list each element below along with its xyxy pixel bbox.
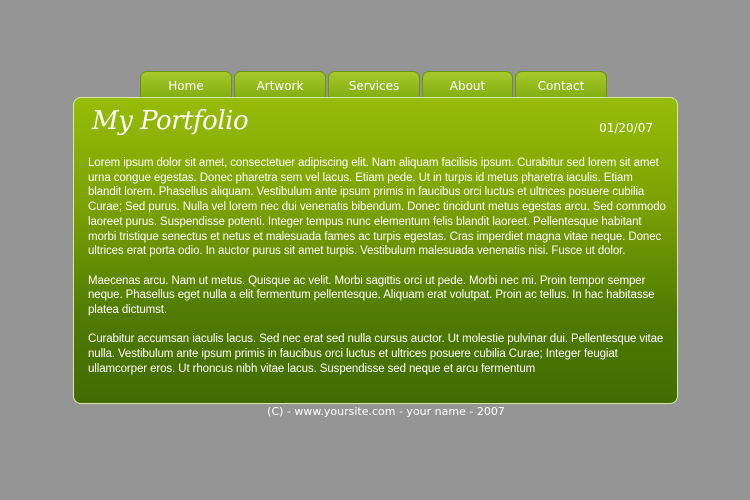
content-panel: [73, 97, 678, 404]
post-date: 01/20/07: [599, 121, 653, 135]
page-title: My Portfolio: [92, 106, 249, 136]
content-paragraph: Curabitur accumsan iaculis lacus. Sed nec erat sed nulla cursus auctor. Ut molestie pulvinar dui. Pellentesque vitae nulla. Vestibulum ante ipsum primis in faucibus orci luctus et ultrices posuere cubilia Curae; Integer feugiat ullamcorper eros. Ut rhoncus nibh vitae lacus. Suspendisse sed neque et arcu fermentum: [88, 333, 664, 375]
nav-tab-services[interactable]: Services: [328, 71, 420, 99]
footer-copyright: (C) - www.yoursite.com - your name - 2007: [267, 405, 505, 418]
content-body: [88, 156, 666, 391]
nav-tab-contact[interactable]: Contact: [515, 71, 607, 99]
content-paragraph: Maecenas arcu. Nam ut metus. Quisque ac velit. Morbi sagittis orci ut pede. Morbi nec mi. Proin tempor semper neque. Phasellus eget nulla a elit fermentum pellentesque. Aliquam erat volutpat. Proin ac tellus. In hac habitasse platea dictumst.: [88, 274, 655, 317]
nav-tab-home[interactable]: Home: [140, 71, 232, 99]
content-paragraph: Lorem ipsum dolor sit amet, consectetuer adipiscing elit. Nam aliquam facilisis ipsum. Curabitur sed lorem sit amet urna congue egestas. Donec pharetra sem vel lacus. Etiam pede. Ut in turpis id metus pharetra iaculis. Etiam blandit lorem. Phasellus aliquam. Vestibulum ante ipsum primis in faucibus orci luctus et ultrices posuere cubilia Curae; Sed purus. Nulla vel lorem nec dui venenatis bibendum. Donec tincidunt metus egestas arcu. Sed commodo laoreet purus. Suspendisse potenti. Integer tempus nunc elementum felis blandit laoreet. Pellentesque habitant morbi tristique senectus et netus et malesuada fames ac turpis egestas. Cras imperdiet magna vitae neque. Donec ultrices erat porta odio. In auctor purus sit amet turpis. Vestibulum malesuada venenatis nisi. Fusce ut dolor.: [88, 157, 666, 258]
nav-tab-about[interactable]: About: [422, 71, 513, 99]
main-nav: [140, 71, 609, 99]
nav-tab-artwork[interactable]: Artwork: [234, 71, 326, 99]
